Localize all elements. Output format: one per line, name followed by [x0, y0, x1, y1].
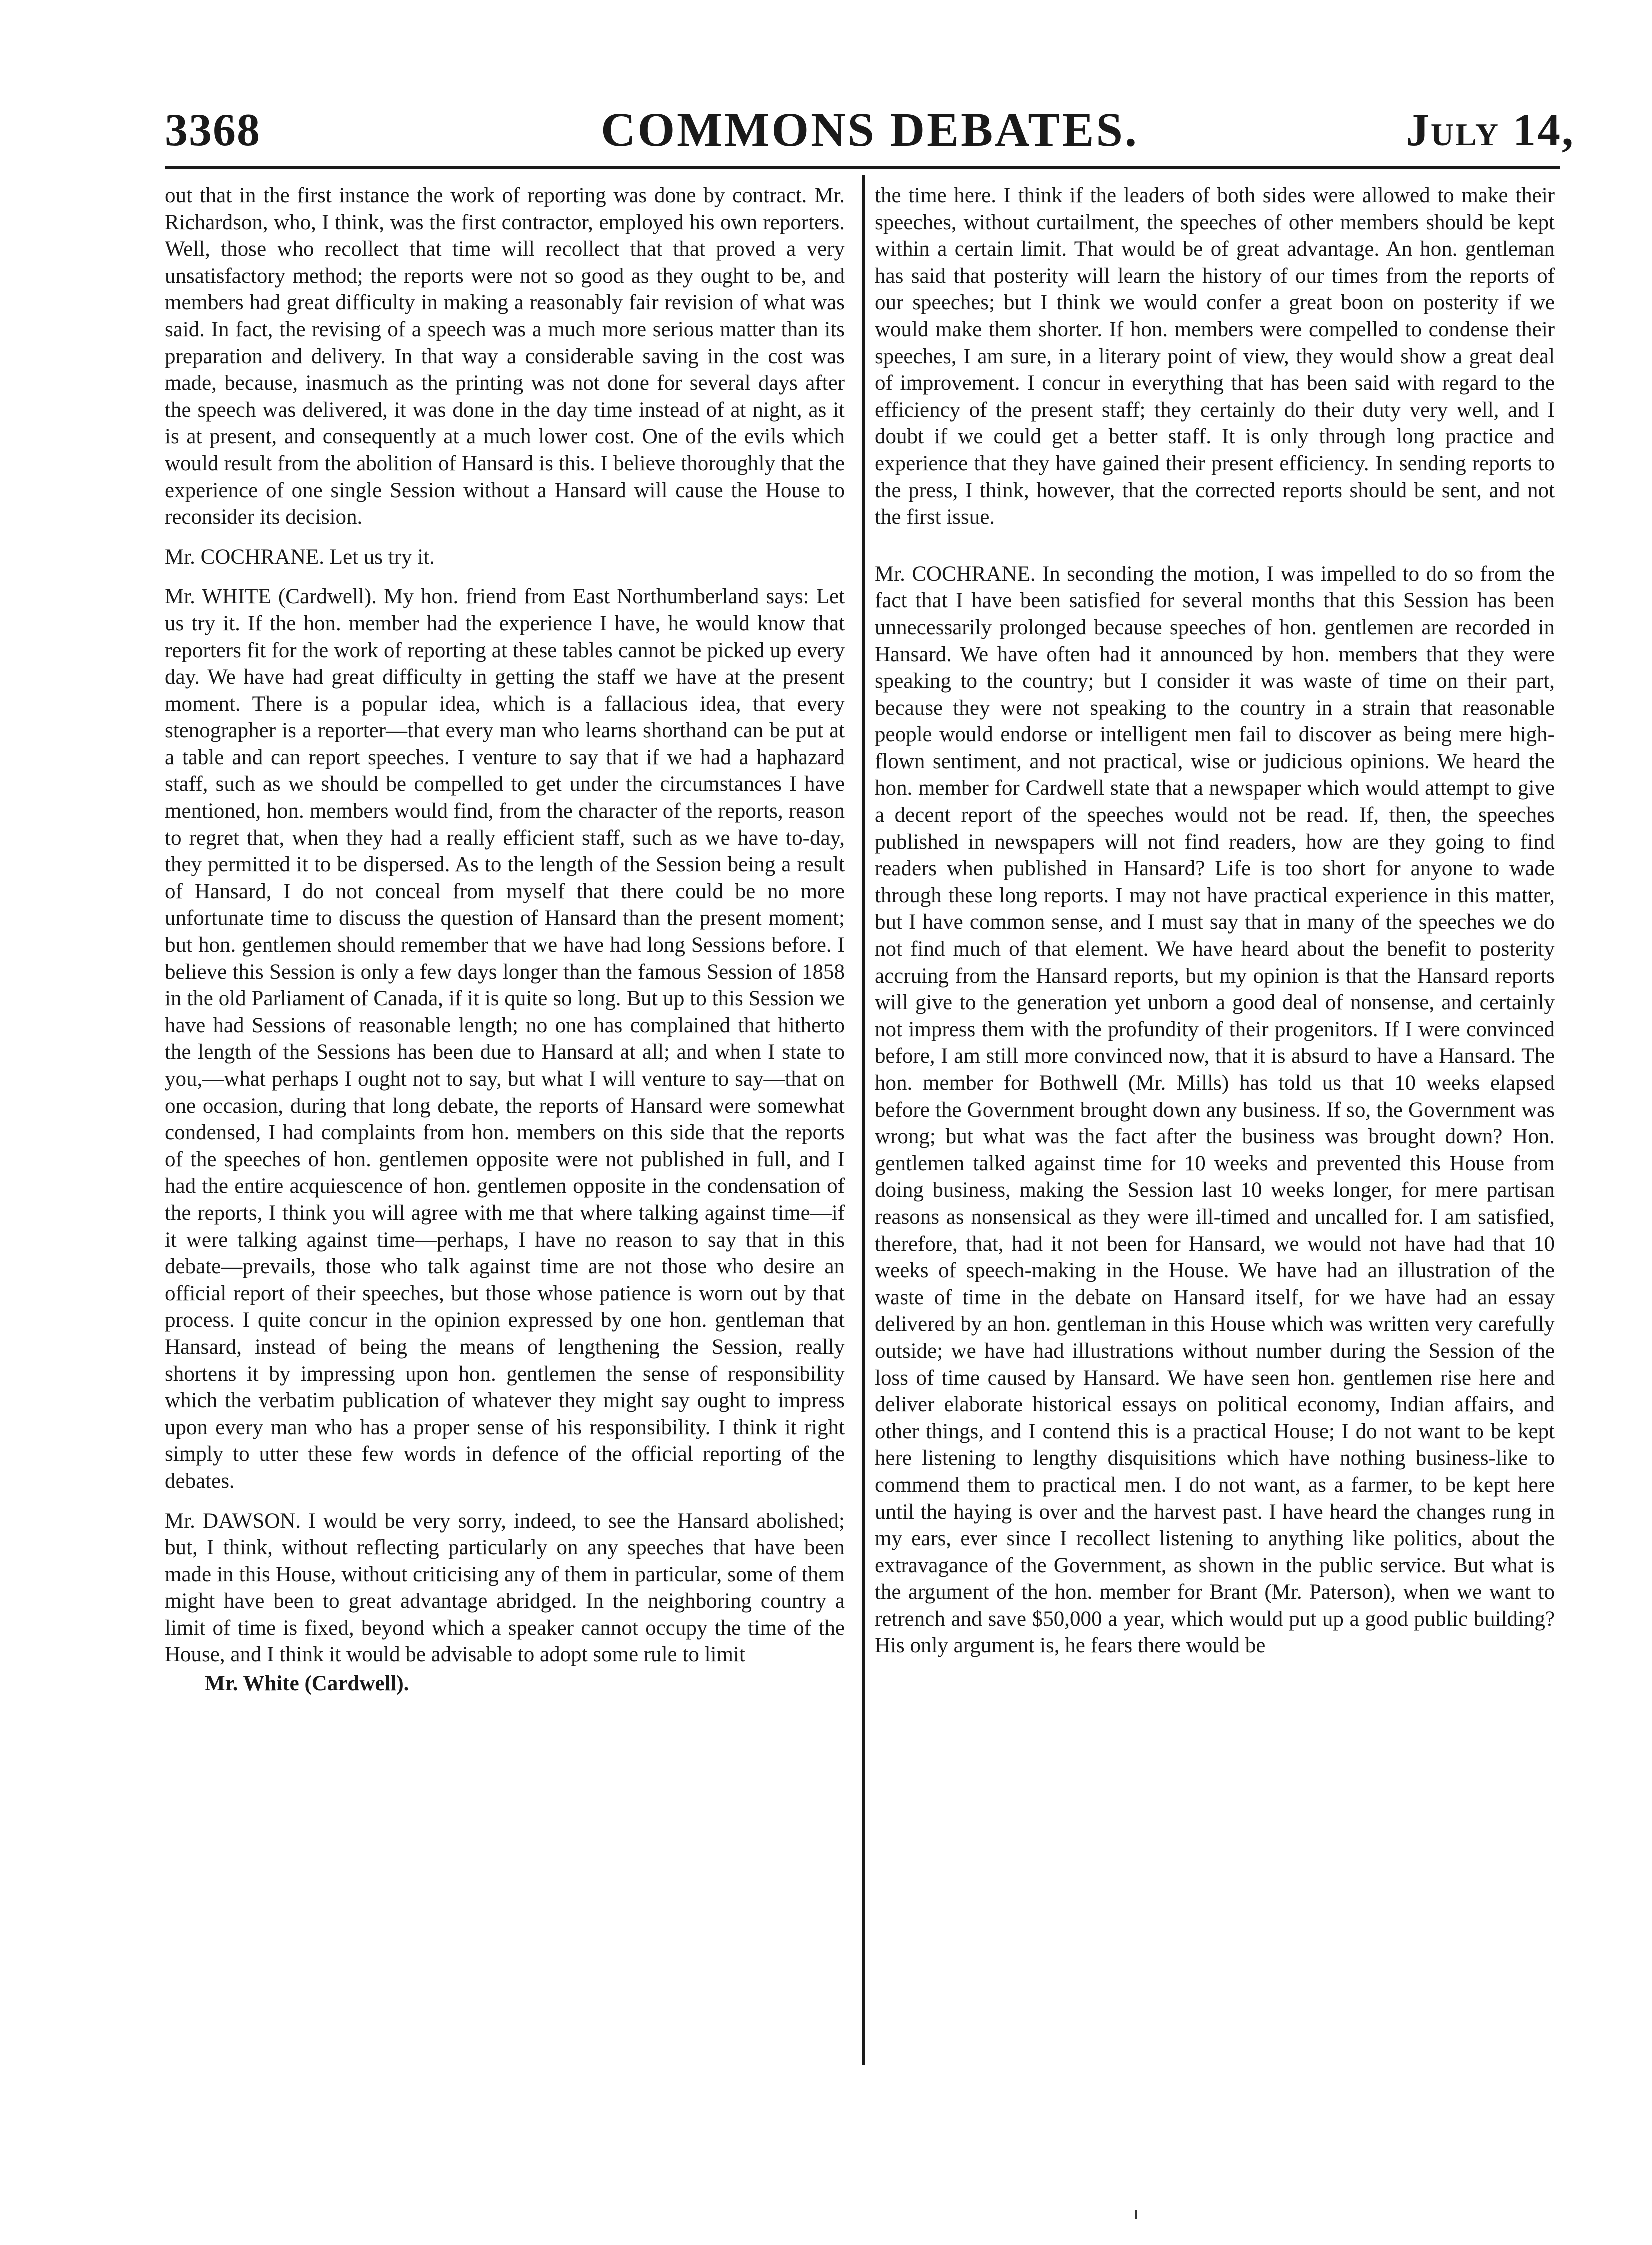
header-rule: [165, 166, 1560, 169]
continuation-note: Mr. White (Cardwell).: [205, 1672, 409, 1696]
left-column: [165, 182, 845, 1697]
paragraph: Mr. WHITE (Cardwell). My hon. friend from East Northumberland says: Let us try it. If the hon. member had the experience I have, he would know that reporters fit for the work of reporting at these tables cannot be picked up every day. We have had great difficulty in getting the staff we have at the present moment. There is a popular idea, which is a fallacious idea, that every stenographer is a reporter—that every man who learns shorthand can be put at a table and can report speeches. I venture to say that if we had a haphazard staff, such as we should be compelled to get under the circumstances I have mentioned, hon. members would find, from the character of the reports, reason to regret that, when they had a really efficient staff, such as we have to-day, they permitted it to be dispersed. As to the length of the Session being a result of Hansard, I do not conceal from myself that there could be no more unfortunate time to discuss the question of Hansard than the present moment; but hon. gentlemen should remember that we have had long Sessions before. I believe this Session is only a few days longer than the famous Session of 1858 in the old Parliament of Canada, if it is quite so long. But up to this Session we have had Sessions of reasonable length; no one has complained that hitherto the length of the Sessions has been due to Hansard at all; and when I state to you,—what perhaps I ought not to say, but what I will venture to say—that on one occasion, during that long debate, the reports of Hansard were somewhat condensed, I had complaints from hon. members on this side that the reports of the speeches of hon. gentlemen opposite were not published in full, and I had the entire acquiescence of hon. gentlemen opposite in the condensation of the reports, I think you will agree with me that where talking against time—if it were talking against time—perhaps, I have no reason to say that in this debate—prevails, those who talk against time are not those who desire an official report of their speeches, but those whose patience is worn out by that process. I quite concur in the opinion expressed by one hon. gentleman that Hansard, instead of being the means of lengthening the Session, really shortens it by impressing upon hon. gentlemen the sense of responsibility which the verbatim publication of whatever they might say ought to impress upon every man who has a proper sense of his responsibility. I think it right simply to utter these few words in defence of the official reporting of the debates.: [165, 585, 845, 1493]
running-date: July 14,: [1406, 104, 1575, 155]
stray-mark: [1135, 2210, 1137, 2219]
page-header: [165, 100, 1575, 170]
paragraph: the time here. I think if the leaders of both sides were allowed to make their speeches, without curtailment, the speeches of other members should be kept within a certain limit. That would be of great advantage. An hon. gentleman has said that posterity will learn the history of our times from the reports of our speeches; but I think we would confer a great boon on posterity if we would make them shorter. If hon. members were compelled to condense their speeches, I am sure, in a literary point of view, they would show a great deal of improvement. I concur in everything that has been said with regard to the efficiency of the present staff; they certainly do their duty very well, and I doubt if we could get a better staff. It is only through long practice and experience that they have gained their present efficiency. In sending reports to the press, I think, however, that the corrected reports should be sent, and not the first issue.: [875, 184, 1555, 529]
paragraph: Mr. DAWSON. I would be very sorry, indeed, to see the Hansard abolished; but, I think, without reflecting particularly on any speeches that have been made in this House, without criticising any of them in particular, some of them might have been to great advantage abridged. In the neighboring country a limit of time is fixed, beyond which a speaker cannot occupy the time of the House, and I think it would be advisable to adopt some rule to limit: [165, 1509, 845, 1667]
paragraph: Mr. COCHRANE. Let us try it.: [165, 545, 435, 569]
column-divider: [862, 175, 865, 2065]
paragraph: out that in the first instance the work of reporting was done by contract. Mr. Richardson, who, I think, was the first contractor, employed his own reporters. Well, those who recollect that time will recollect that that proved a very unsatisfactory method; the reports were not so good as they ought to be, and members had great difficulty in making a reasonably fair revision of what was said. In fact, the revising of a speech was a much more serious matter than its preparation and delivery. In that way a considerable saving in the cost was made, because, inasmuch as the printing was not done for several days after the speech was delivered, it was done in the day time instead of at night, as it is at present, and consequently at a much lower cost. One of the evils which would result from the abolition of Hansard is this. I believe thoroughly that the experience of one single Session without a Hansard will cause the House to reconsider its decision.: [165, 184, 845, 529]
page-number: 3368: [165, 104, 261, 155]
running-title: COMMONS DEBATES.: [601, 103, 1139, 156]
paragraph: Mr. COCHRANE. In seconding the motion, I was impelled to do so from the fact that I have been satisfied for several months that this Session has been unnecessarily prolonged because speeches of hon. gentlemen are recorded in Hansard. We have often had it announced by hon. members that they were speaking to the country; but I consider it was waste of time on their part, because they were not speaking to the country in a strain that reasonable people would endorse or intelligent men fail to discover as being mere high-flown sentiment, and not practical, wise or judicious opinions. We heard the hon. member for Cardwell state that a newspaper which would attempt to give a decent report of the speeches would not be read. If, then, the speeches published in newspapers will not find readers, how are they going to find readers when published in Hansard? Life is too short for anyone to wade through these long reports. I may not have practical experience in this matter, but I have common sense, and I must say that in many of the speeches we do not find much of that element. We have heard about the benefit to posterity accruing from the Hansard reports, but my opinion is that the Hansard reports will give to the generation yet unborn a good deal of nonsense, and certainly not impress them with the profundity of their progenitors. If I were convinced before, I am still more convinced now, that it is absurd to have a Hansard. The hon. member for Bothwell (Mr. Mills) has told us that 10 weeks elapsed before the Government brought down any business. If so, the Government was wrong; but what was the fact after the business was brought down? Hon. gentlemen talked against time for 10 weeks and prevented this House from doing business, making the Session last 10 weeks longer, for mere partisan reasons as nonsensical as they were ill-timed and uncalled for. I am satisfied, therefore, that, had it not been for Hansard, we would not have had that 10 weeks of speech-making in the House. We have had an illustration of the waste of time in the debate on Hansard itself, for we have had an essay delivered by an hon. gentleman in this House which was written very carefully outside; we have had illustrations without number during the Session of the loss of time caused by Hansard. We have seen hon. gentlemen rise here and deliver elaborate historical essays on political economy, Indian affairs, and other things, and I contend this is a practical House; I do not want to be kept here listening to lengthy disquisitions which have nothing business-like to commend them to practical men. I do not want, as a farmer, to be kept here until the haying is over and the harvest past. I have heard the changes rung in my ears, ever since I recollect listening to anything like politics, about the extravagance of the Government, as shown in the public service. But what is the argument of the hon. member for Brant (Mr. Paterson), when we want to retrench and save $50,000 a year, which would put up a good public building? His only argument is, he fears there would be: [875, 562, 1555, 1658]
right-column: [875, 182, 1555, 1659]
